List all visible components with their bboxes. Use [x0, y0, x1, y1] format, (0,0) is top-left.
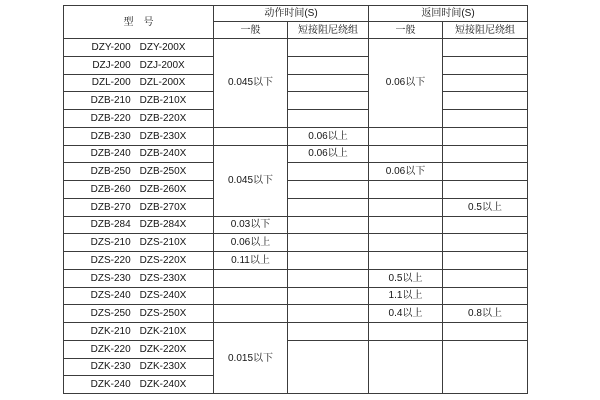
action-damping-cell	[288, 234, 369, 252]
model-name: DZB-220	[90, 112, 131, 124]
model-name-x: DZS-250X	[139, 308, 187, 320]
action-general-cell	[214, 269, 288, 287]
model-cell	[64, 74, 214, 92]
header-return-general: 一般	[369, 22, 443, 39]
table-row	[64, 252, 528, 270]
model-cell	[64, 127, 214, 145]
action-damping-cell: 0.06以上	[288, 127, 369, 145]
action-damping-cell	[288, 198, 369, 216]
model-cell	[64, 269, 214, 287]
model-name: DZS-220	[90, 254, 131, 266]
model-name: DZS-210	[90, 237, 131, 249]
action-general-cell	[214, 287, 288, 305]
table-row	[64, 269, 528, 287]
model-name: DZB-230	[90, 130, 131, 142]
return-general-cell: 0.06以下	[369, 39, 443, 128]
return-general-cell	[369, 340, 443, 393]
model-name-x: DZB-230X	[139, 130, 187, 142]
return-damping-cell	[443, 39, 528, 57]
model-name-x: DZK-220X	[139, 343, 187, 355]
model-cell	[64, 340, 214, 358]
table-row	[64, 145, 528, 163]
model-cell	[64, 216, 214, 234]
return-damping-cell	[443, 181, 528, 199]
model-name: DZJ-200	[92, 59, 131, 71]
return-general-cell	[369, 181, 443, 199]
model-cell	[64, 92, 214, 110]
action-general-cell	[214, 127, 288, 145]
spec-table	[63, 5, 528, 394]
action-damping-cell	[288, 269, 369, 287]
model-name-x: DZS-210X	[139, 237, 187, 249]
table-row	[64, 74, 528, 92]
model-cell	[64, 376, 214, 394]
header-action-general: 一般	[214, 22, 288, 39]
return-damping-cell	[443, 340, 528, 393]
return-general-cell	[369, 127, 443, 145]
model-name-x: DZS-240X	[139, 290, 187, 302]
table-row	[64, 110, 528, 128]
model-name: DZK-220	[90, 343, 131, 355]
action-damping-cell	[288, 110, 369, 128]
header-return-time: 返回时间(S)	[369, 6, 528, 22]
table-row	[64, 198, 528, 216]
table-row	[64, 163, 528, 181]
action-general-cell: 0.03以下	[214, 216, 288, 234]
return-general-cell	[369, 234, 443, 252]
header-return-damping: 短接阻尼绕组	[443, 22, 528, 39]
model-name: DZB-250	[90, 166, 131, 178]
action-damping-cell	[288, 39, 369, 57]
return-damping-cell	[443, 252, 528, 270]
return-damping-cell	[443, 163, 528, 181]
return-general-cell	[369, 323, 443, 341]
model-name: DZK-230	[90, 361, 131, 373]
return-damping-cell	[443, 145, 528, 163]
table-row	[64, 287, 528, 305]
table-row	[64, 39, 528, 57]
table-row	[64, 56, 528, 74]
model-name: DZB-210	[90, 95, 131, 107]
return-general-cell	[369, 252, 443, 270]
model-name-x: DZB-250X	[139, 166, 187, 178]
model-name-x: DZY-200X	[139, 41, 186, 53]
model-cell	[64, 198, 214, 216]
table-row	[64, 305, 528, 323]
return-damping-cell	[443, 269, 528, 287]
model-cell	[64, 323, 214, 341]
header-model: 型 号	[64, 6, 214, 39]
model-cell	[64, 358, 214, 376]
action-damping-cell	[288, 92, 369, 110]
model-name: DZB-284	[90, 219, 131, 231]
model-name: DZS-240	[90, 290, 131, 302]
action-damping-cell	[288, 216, 369, 234]
table-row	[64, 340, 528, 358]
table-row	[64, 92, 528, 110]
model-cell	[64, 305, 214, 323]
table-row	[64, 323, 528, 341]
action-damping-cell	[288, 287, 369, 305]
model-cell	[64, 163, 214, 181]
model-name: DZS-250	[90, 308, 131, 320]
action-damping-cell	[288, 305, 369, 323]
model-name-x: DZB-210X	[139, 95, 187, 107]
model-name-x: DZK-210X	[139, 325, 187, 337]
return-damping-cell: 0.5以上	[443, 198, 528, 216]
action-damping-cell	[288, 56, 369, 74]
return-general-cell: 1.1以上	[369, 287, 443, 305]
model-cell	[64, 181, 214, 199]
action-general-cell: 0.015以下	[214, 323, 288, 394]
model-name: DZB-240	[90, 148, 131, 160]
action-general-cell: 0.045以下	[214, 39, 288, 128]
model-name-x: DZB-260X	[139, 183, 187, 195]
action-damping-cell: 0.06以上	[288, 145, 369, 163]
model-name: DZK-240	[90, 379, 131, 391]
model-name: DZK-210	[90, 325, 131, 337]
action-damping-cell	[288, 340, 369, 393]
action-general-cell: 0.045以下	[214, 145, 288, 216]
model-cell	[64, 287, 214, 305]
action-damping-cell	[288, 163, 369, 181]
table-row	[64, 181, 528, 199]
model-name: DZS-230	[90, 272, 131, 284]
return-damping-cell	[443, 216, 528, 234]
model-cell	[64, 145, 214, 163]
model-cell	[64, 234, 214, 252]
table-row	[64, 127, 528, 145]
table-row	[64, 216, 528, 234]
model-name-x: DZB-284X	[139, 219, 187, 231]
model-name: DZB-260	[90, 183, 131, 195]
model-name-x: DZK-230X	[139, 361, 187, 373]
return-general-cell	[369, 198, 443, 216]
model-name-x: DZK-240X	[139, 379, 187, 391]
model-cell	[64, 39, 214, 57]
model-name-x: DZL-200X	[139, 77, 186, 89]
return-damping-cell	[443, 323, 528, 341]
return-damping-cell: 0.8以上	[443, 305, 528, 323]
return-damping-cell	[443, 234, 528, 252]
model-name-x: DZS-230X	[139, 272, 187, 284]
action-general-cell: 0.11以上	[214, 252, 288, 270]
table-row	[64, 234, 528, 252]
action-general-cell	[214, 305, 288, 323]
action-damping-cell	[288, 252, 369, 270]
action-damping-cell	[288, 181, 369, 199]
return-general-cell: 0.5以上	[369, 269, 443, 287]
model-name: DZL-200	[91, 77, 131, 89]
return-damping-cell	[443, 287, 528, 305]
model-cell	[64, 56, 214, 74]
header-action-time: 动作时间(S)	[214, 6, 369, 22]
model-cell	[64, 110, 214, 128]
return-damping-cell	[443, 92, 528, 110]
model-name-x: DZB-240X	[139, 148, 187, 160]
return-damping-cell	[443, 127, 528, 145]
header-action-damping: 短接阻尼绕组	[288, 22, 369, 39]
action-damping-cell	[288, 323, 369, 341]
return-general-cell: 0.4以上	[369, 305, 443, 323]
return-general-cell	[369, 216, 443, 234]
action-general-cell: 0.06以上	[214, 234, 288, 252]
model-cell	[64, 252, 214, 270]
action-damping-cell	[288, 74, 369, 92]
model-name-x: DZS-220X	[139, 254, 187, 266]
return-damping-cell	[443, 110, 528, 128]
model-name-x: DZJ-200X	[139, 59, 185, 71]
model-name: DZY-200	[91, 41, 131, 53]
model-name-x: DZB-220X	[139, 112, 187, 124]
model-name: DZB-270	[90, 201, 131, 213]
return-general-cell: 0.06以下	[369, 163, 443, 181]
model-name-x: DZB-270X	[139, 201, 187, 213]
return-damping-cell	[443, 56, 528, 74]
return-general-cell	[369, 145, 443, 163]
return-damping-cell	[443, 74, 528, 92]
